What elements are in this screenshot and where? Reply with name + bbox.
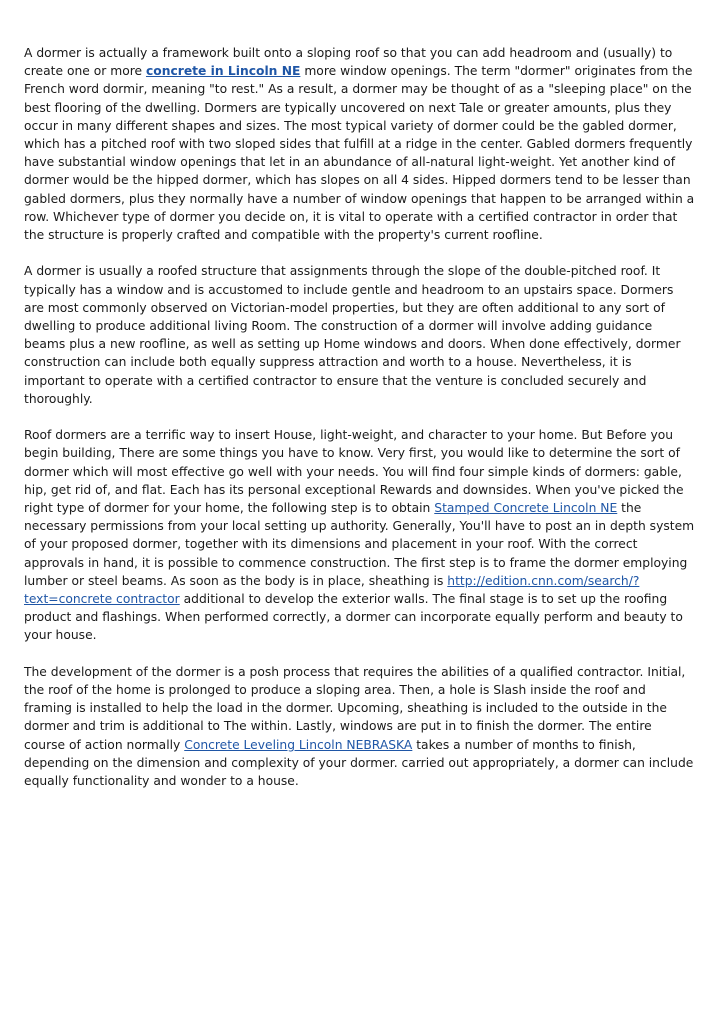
link-stamped-concrete-lincoln-ne[interactable]: Stamped Concrete Lincoln NE <box>434 501 618 516</box>
text-run: more window openings. The term "dormer" originates from the French word dormir, meaning "to rest." As a result, a dormer may be thought of as a "sleeping place" on the best flooring of the dwelling. Dormers are typically uncovered on next Tale or greater amounts, plus they occur in many different shapes and sizes. The most typical variety of dormer could be the gabled dormer, which has a pitched roof with two sloped sides that fulfill at a ridge in the center. Gabled dormers frequently have substantial window openings that let in an abundance of all-natural light-weight. Yet another kind of dormer would be the hipped dormer, which has slopes on all 4 sides. Hipped dormers tend to be lesser than gabled dormers, plus they normally have a number of window openings that happen to be arranged within a row. Whichever type of dormer you decide on, it is vital to operate with a certified contractor in order that the structure is properly crafted and compatible with the property's current roofline. <box>24 64 695 243</box>
text-run: additional to develop the exterior walls. The final stage is to set up the roofing product and flashings. When performed correctly, a dormer can incorporate equally perform and beauty to your house. <box>24 592 683 643</box>
document-body <box>24 44 696 808</box>
paragraph-1 <box>24 44 696 244</box>
paragraph-2 <box>24 262 696 408</box>
paragraph-3 <box>24 426 696 644</box>
text-run: Roof dormers are a terrific way to insert House, light-weight, and character to your home. But Before you begin building, There are some things you have to know. Very first, you would like to determine the sort of dormer which will most effective go well with your needs. You will find four simple kinds of dormers: gable, hip, get rid of, and flat. Each has its personal exceptional Rewards and downsides. When you've picked the right type of dormer for your home, the following step is to obtain <box>24 428 684 516</box>
text-run: A dormer is usually a roofed structure that assignments through the slope of the double-pitched roof. It typically has a window and is accustomed to include gentle and headroom to an upstairs space. Dormers are most commonly observed on Victorian-model properties, but they are often additional to any sort of dwelling to produce additional living Room. The construction of a dormer will involve adding guidance beams plus a new roofline, as well as setting up Home windows and doors. When done effectively, dormer construction can include both equally suppress attraction and worth to a house. Nevertheless, it is important to operate with a certified contractor to ensure that the venture is concluded securely and thoroughly. <box>24 264 681 406</box>
text-run: takes a number of months to finish, depending on the dimension and complexity of your dormer. carried out appropriately, a dormer can include equally functionality and wonder to a house. <box>24 737 694 789</box>
text-run: the necessary permissions from your local setting up authority. Generally, You'll have to post an in depth system of your proposed dormer, together with its dimensions and placement in your roof. With the correct approvals in hand, it is possible to commence construction. The first step is to frame the dormer employing lumber or steel beams. As soon as the body is in place, sheathing is <box>24 501 695 588</box>
link-cnn-search[interactable]: http://edition.cnn.com/search/?text=concrete contractor <box>24 573 640 607</box>
paragraph-4 <box>24 663 696 790</box>
link-concrete-leveling-lincoln-nebraska[interactable]: Concrete Leveling Lincoln NEBRASKA <box>184 737 413 752</box>
link-concrete-in-lincoln-ne[interactable]: concrete in Lincoln NE <box>145 64 301 79</box>
text-run: The development of the dormer is a posh process that requires the abilities of a qualified contractor. Initial, the roof of the home is prolonged to produce a sloping area. Then, a hole is Slash inside the roof and framing is installed to help the load in the dormer. Upcoming, sheathing is included to the outside in the dormer and trim is additional to The within. Lastly, windows are put in to finish the dormer. The entire course of action normally <box>24 664 686 752</box>
text-run: A dormer is actually a framework built onto a sloping roof so that you can add headroom and (usually) to create one or more <box>24 46 673 79</box>
